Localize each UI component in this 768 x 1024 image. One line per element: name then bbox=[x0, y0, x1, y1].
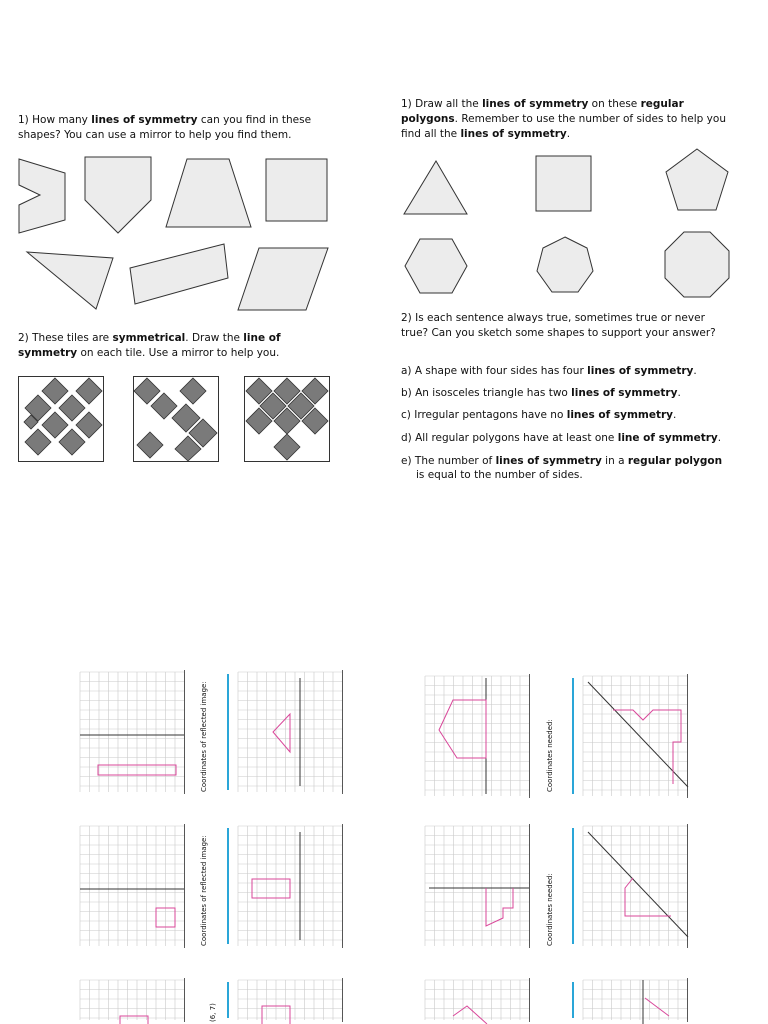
regular-octagon-shape bbox=[663, 231, 731, 299]
right-q1-text: 1) Draw all the lines of symmetry on these regular polygons. Remember to use the number of sides to help you find all the lines of symmetry. bbox=[401, 98, 726, 140]
regular-pentagon-shape bbox=[664, 148, 730, 212]
grid-row-1-right bbox=[423, 672, 703, 800]
arrow-notch-shape bbox=[18, 158, 68, 234]
scalene-triangle-shape bbox=[26, 250, 116, 312]
right-q2-intro: 2) Is each sentence always true, sometimes true or never true? Can you sketch some shapes to support your answer? bbox=[401, 312, 716, 339]
equilateral-triangle-shape bbox=[403, 160, 469, 216]
tile-1 bbox=[18, 376, 104, 462]
trapezium-shape bbox=[165, 158, 255, 230]
regular-square-shape bbox=[535, 155, 593, 213]
tile-2 bbox=[133, 376, 219, 462]
parallelogram-shape bbox=[237, 247, 331, 313]
regular-hexagon-shape bbox=[404, 238, 468, 294]
statement-c: c) Irregular pentagons have no lines of symmetry. bbox=[401, 409, 677, 421]
left-q1-text: 1) How many lines of symmetry can you find in these shapes? You can use a mirror to help you find them. bbox=[18, 114, 312, 141]
reflected-label-1: Coordinates of reflected image: bbox=[200, 681, 208, 792]
statement-b: b) An isosceles triangle has two lines of symmetry. bbox=[401, 387, 681, 399]
statement-d: d) All regular polygons have at least one line of symmetry. bbox=[401, 432, 722, 444]
square-shape bbox=[265, 158, 329, 224]
needed-label-2: Coordinates needed: bbox=[546, 873, 554, 946]
regular-heptagon-shape bbox=[535, 236, 595, 296]
needed-label-1: Coordinates needed: bbox=[546, 719, 554, 792]
tile-3 bbox=[244, 376, 330, 462]
statement-e: e) The number of lines of symmetry in a regular polygon is equal to the number of sides. bbox=[401, 455, 723, 481]
grid-row-2-left bbox=[78, 822, 358, 950]
tilted-rectangle-shape bbox=[128, 242, 230, 306]
grid-row-3-left bbox=[78, 976, 358, 1024]
pentagon-point-shape bbox=[84, 156, 154, 236]
grid-row-1-left bbox=[78, 668, 358, 796]
reflected-label-2: Coordinates of reflected image: bbox=[200, 835, 208, 946]
left-q2-text: 2) These tiles are symmetrical. Draw the line of symmetry on each tile. Use a mirror to help you. bbox=[18, 332, 281, 359]
statement-a: a) A shape with four sides has four lines of symmetry. bbox=[401, 365, 697, 377]
partial-point-label: (6, 7) bbox=[209, 1003, 217, 1022]
grid-row-2-right bbox=[423, 822, 703, 950]
grid-row-3-right bbox=[423, 976, 703, 1024]
